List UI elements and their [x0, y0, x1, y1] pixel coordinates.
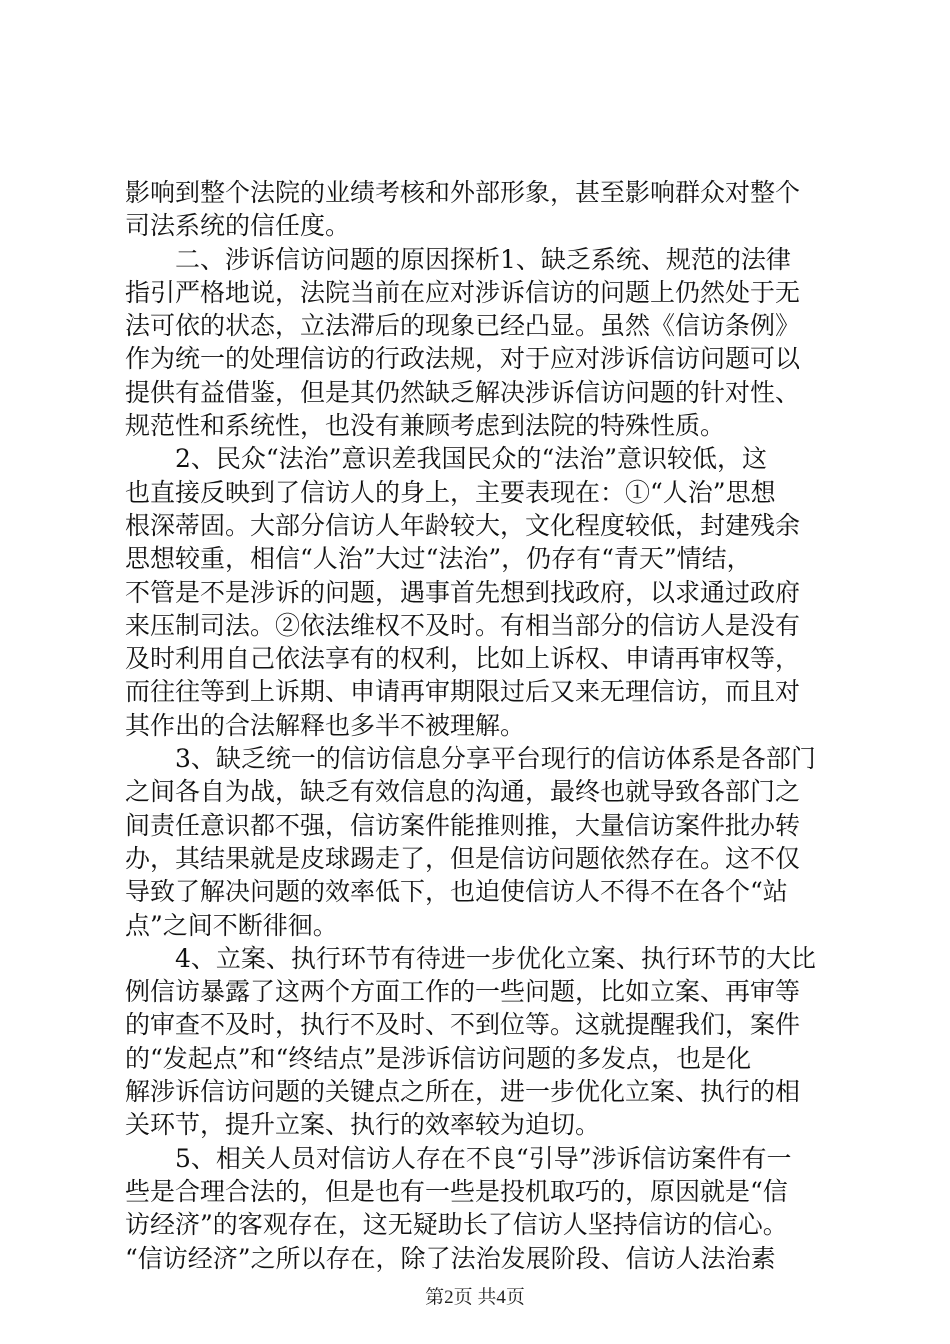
text-line: “信访经济”之所以存在，除了法治发展阶段、信访人法治素 [125, 1243, 776, 1273]
text-line: 例信访暴露了这两个方面工作的一些问题，比如立案、再审等 [125, 977, 801, 1007]
text-line: 解涉诉信访问题的关键点之所在，进一步优化立案、执行的相 [125, 1077, 801, 1107]
document-body [125, 176, 840, 1275]
page-footer: 第2页 共4页 [425, 1287, 525, 1308]
text-line: 也直接反映到了信访人的身上，主要表现在：①“人治”思想 [125, 477, 776, 507]
text-line: 4、立案、执行环节有待进一步优化立案、执行环节的大比 [125, 943, 816, 973]
text-line: 之间各自为战，缺乏有效信息的沟通，最终也就导致各部门之 [125, 777, 801, 807]
text-line: 指引严格地说，法院当前在应对涉诉信访的问题上仍然处于无 [125, 277, 801, 307]
text-line: 间责任意识都不强，信访案件能推则推，大量信访案件批办转 [125, 810, 801, 840]
text-line: 点”之间不断徘徊。 [125, 910, 338, 940]
text-line: 影响到整个法院的业绩考核和外部形象，甚至影响群众对整个 [125, 178, 801, 207]
text-line: 其作出的合法解释也多半不被理解。 [125, 710, 526, 740]
text-line: 法可依的状态，立法滞后的现象已经凸显。虽然《信访条例》 [125, 311, 801, 341]
text-line: 5、相关人员对信访人存在不良“引导”涉诉信访案件有一 [125, 1143, 792, 1173]
text-line: 二、涉诉信访问题的原因探析1、缺乏系统、规范的法律 [125, 244, 791, 274]
text-line: 访经济”的客观存在，这无疑助长了信访人坚持信访的信心。 [125, 1210, 788, 1240]
text-line: 司法系统的信任度。 [125, 211, 351, 241]
text-line: 不管是不是涉诉的问题，遇事首先想到找政府，以求通过政府 [125, 577, 801, 607]
text-line: 2、民众“法治”意识差我国民众的“法治”意识较低，这 [125, 444, 768, 474]
text-line: 的审查不及时，执行不及时、不到位等。这就提醒我们，案件 [125, 1010, 801, 1040]
text-line: 提供有益借鉴，但是其仍然缺乏解决涉诉信访问题的针对性、 [125, 377, 801, 407]
text-line: 规范性和系统性，也没有兼顾考虑到法院的特殊性质。 [125, 411, 726, 441]
text-line: 来压制司法。②依法维权不及时。有相当部分的信访人是没有 [125, 610, 801, 640]
text-line: 及时利用自己依法享有的权利，比如上诉权、申请再审权等， [125, 644, 801, 674]
text-line: 3、缺乏统一的信访信息分享平台现行的信访体系是各部门 [125, 744, 816, 774]
text-line: 些是合理合法的，但是也有一些是投机取巧的，原因就是“信 [125, 1176, 788, 1206]
text-line: 关环节，提升立案、执行的效率较为迫切。 [125, 1110, 601, 1140]
text-line: 思想较重，相信“人治”大过“法治”，仍存有“青天”情结， [125, 544, 752, 574]
text-line: 导致了解决问题的效率低下，也迫使信访人不得不在各个“站 [125, 877, 788, 907]
text-line: 作为统一的处理信访的行政法规，对于应对涉诉信访问题可以 [125, 344, 801, 374]
text-line: 办，其结果就是皮球踢走了，但是信访问题依然存在。这不仅 [125, 843, 801, 873]
text-line: 的“发起点”和“终结点”是涉诉信访问题的多发点，也是化 [125, 1043, 752, 1073]
text-line: 根深蒂固。大部分信访人年龄较大，文化程度较低，封建残余 [125, 510, 801, 540]
text-line: 而往往等到上诉期、申请再审期限过后又来无理信访，而且对 [125, 677, 801, 707]
